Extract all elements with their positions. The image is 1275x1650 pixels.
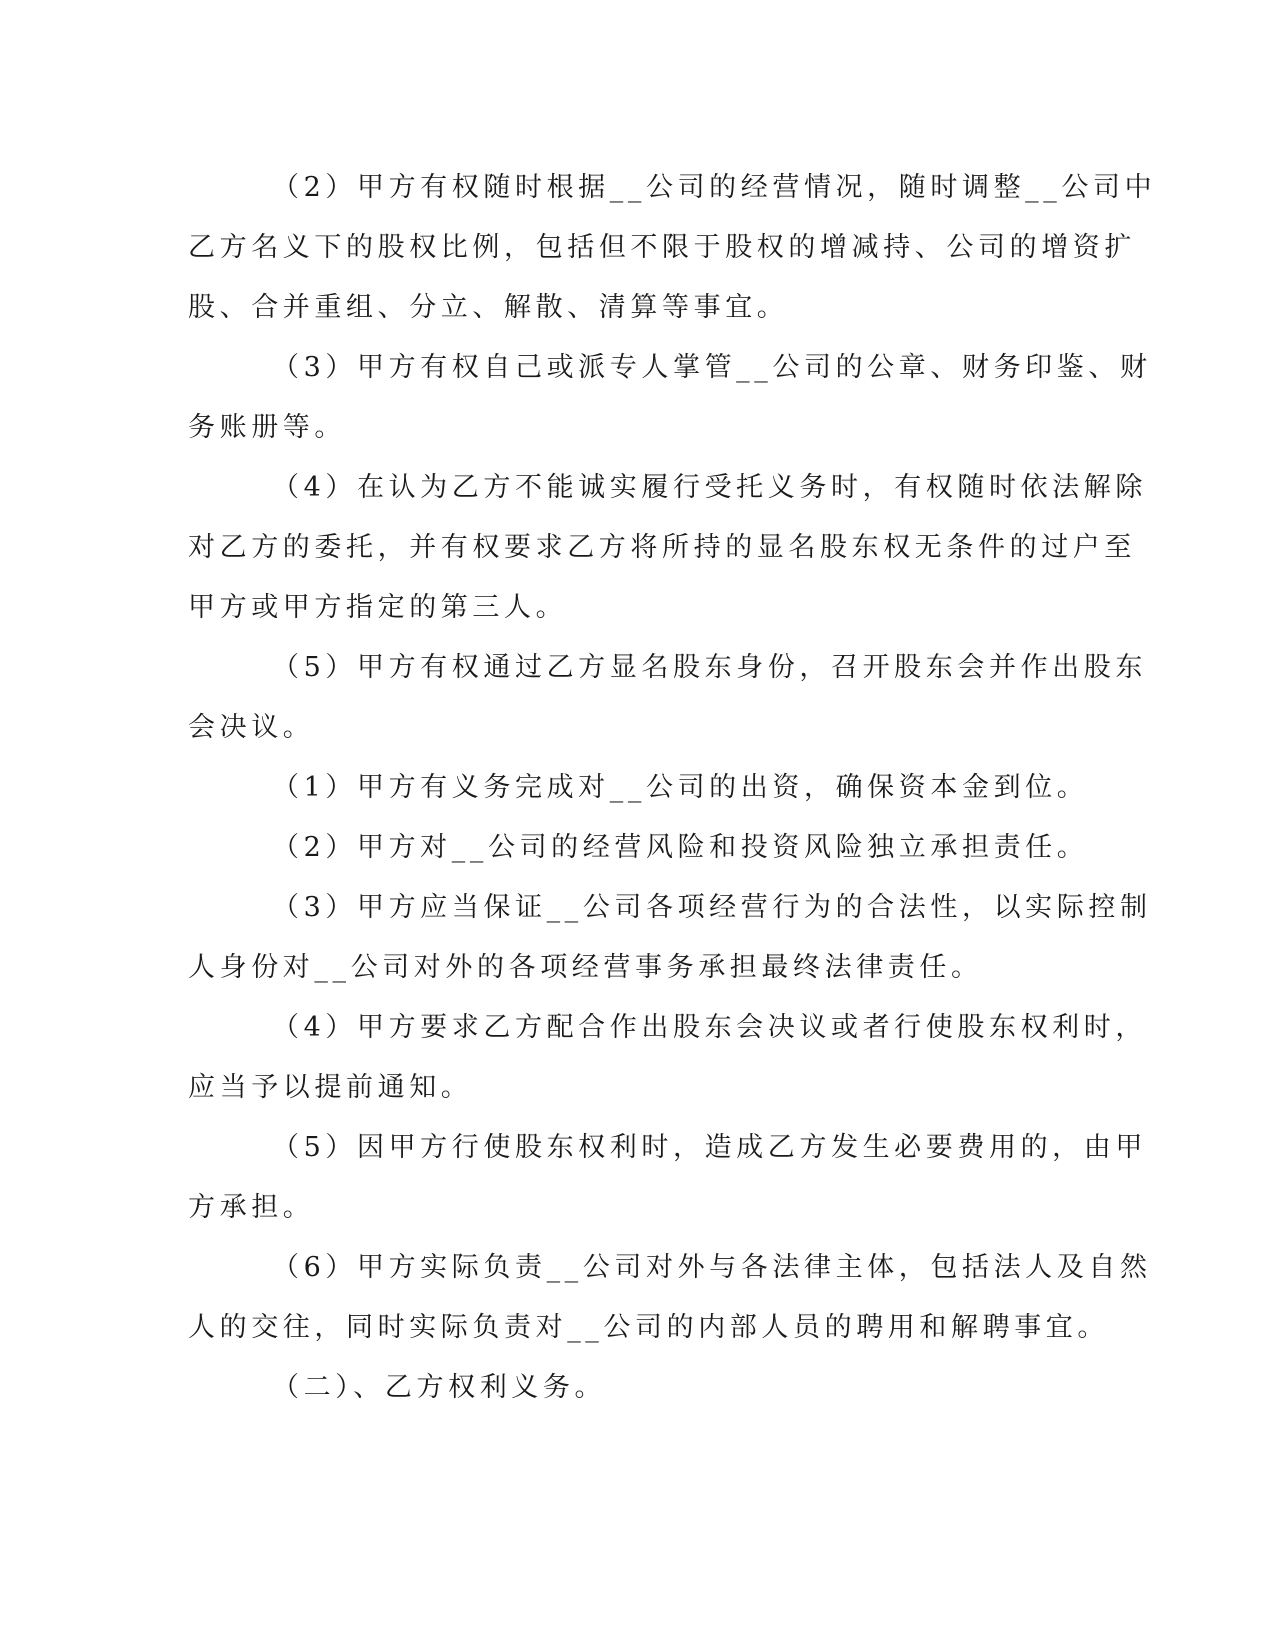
text-line: 务账册等。 [188,412,346,443]
paragraph-7 [188,878,1152,998]
text-line: （4）甲方要求乙方配合作出股东会决议或者行使股东权利时， [272,1012,1147,1043]
text-line: （二）、乙方权利义务。 [272,1372,607,1403]
text-line: 甲方或甲方指定的第三人。 [188,592,568,623]
text-line: 应当予以提前通知。 [188,1072,473,1103]
text-line: （2）甲方对__公司的经营风险和投资风险独立承担责任。 [272,832,1089,863]
paragraph-1 [188,158,1157,338]
paragraph-5 [188,758,1089,818]
section-heading [188,1358,1068,1418]
text-line: （1）甲方有义务完成对__公司的出资，确保资本金到位。 [272,772,1089,803]
text-line: 对乙方的委托，并有权要求乙方将所持的显名股东权无条件的过户至 [188,532,1136,563]
text-line: （4）在认为乙方不能诚实履行受托义务时，有权随时依法解除 [272,472,1147,503]
text-line: （6）甲方实际负责__公司对外与各法律主体，包括法人及自然 [272,1252,1152,1283]
document-body [188,158,1157,1418]
text-line: 方承担。 [188,1192,315,1223]
paragraph-9 [188,1118,1147,1238]
text-line: （5）甲方有权通过乙方显名股东身份，召开股东会并作出股东 [272,652,1147,683]
paragraph-8 [188,998,1147,1118]
text-line: （3）甲方应当保证__公司各项经营行为的合法性，以实际控制 [272,892,1152,923]
paragraph-10 [188,1238,1152,1358]
text-line: 人的交往，同时实际负责对__公司的内部人员的聘用和解聘事宜。 [188,1312,1109,1343]
paragraph-4 [188,638,1147,758]
paragraph-3 [188,458,1147,638]
paragraph-2 [188,338,1152,458]
text-line: 乙方名义下的股权比例，包括但不限于股权的增减持、公司的增资扩 [188,232,1136,263]
text-line: 会决议。 [188,712,315,743]
text-line: 人身份对__公司对外的各项经营事务承担最终法律责任。 [188,952,983,983]
text-line: （5）因甲方行使股东权利时，造成乙方发生必要费用的，由甲 [272,1132,1147,1163]
text-line: 股、合并重组、分立、解散、清算等事宜。 [188,292,789,323]
text-line: （2）甲方有权随时根据__公司的经营情况，随时调整__公司中 [272,172,1157,203]
text-line: （3）甲方有权自己或派专人掌管__公司的公章、财务印鉴、财 [272,352,1152,383]
paragraph-6 [188,818,1089,878]
